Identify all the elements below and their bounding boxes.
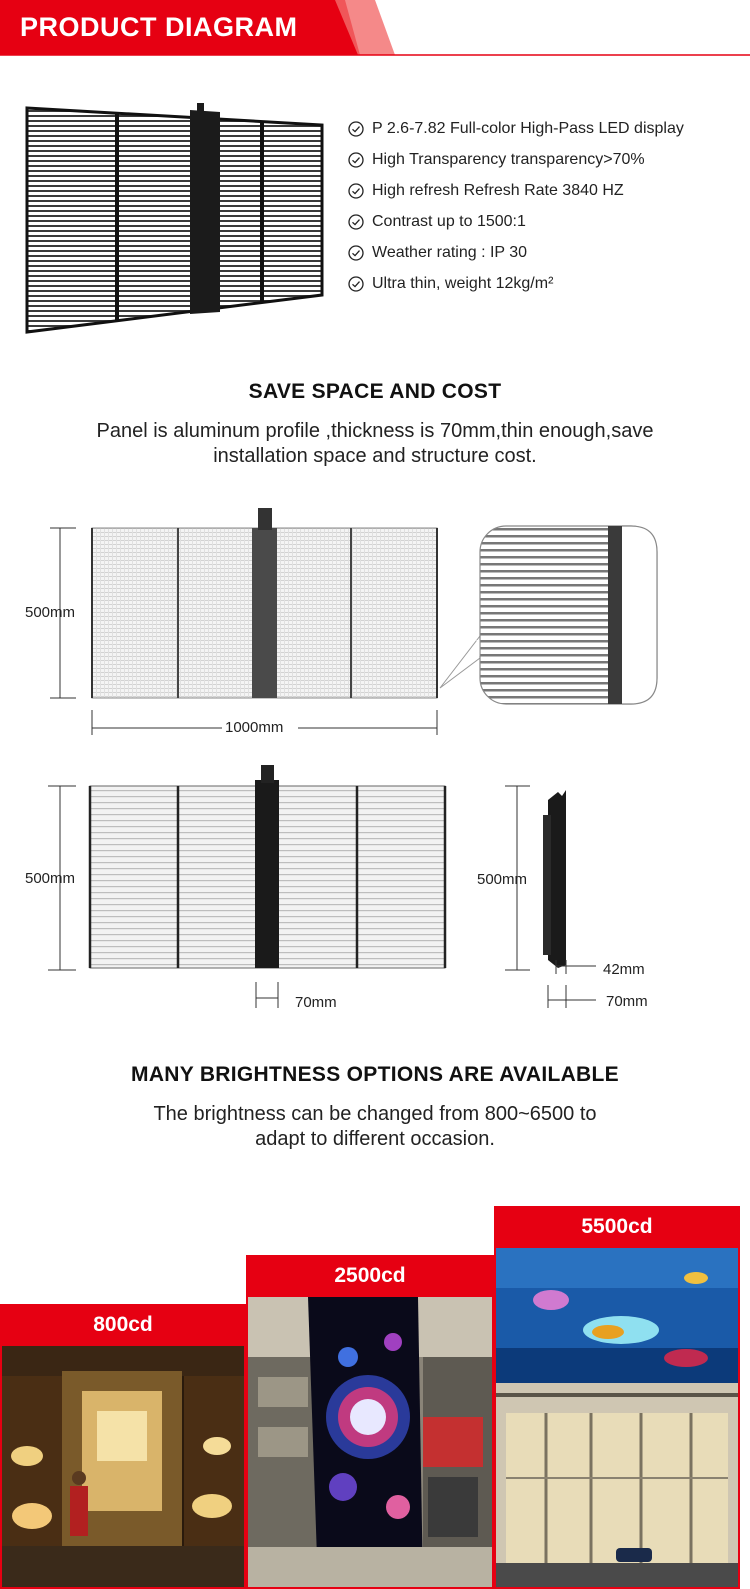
feature-item <box>348 117 684 141</box>
feature-item <box>348 272 553 296</box>
feature-item <box>348 210 526 234</box>
aquarium-facade-photo <box>496 1248 738 1587</box>
check-circle-icon <box>348 214 364 230</box>
save-space-description <box>40 419 710 469</box>
brightness-title: MANY BRIGHTNESS OPTIONS ARE AVAILABLE <box>131 1063 619 1086</box>
feature-label: Ultra thin, weight 12kg/m² <box>372 275 554 292</box>
dimension-height-label: 500mm <box>25 870 76 887</box>
brightness-description <box>40 1102 710 1152</box>
led-screen-product-image <box>22 100 327 340</box>
dimension-outer-depth-label: 70mm <box>606 993 648 1010</box>
feature-item <box>348 241 527 265</box>
brightness-option-card <box>0 1304 246 1589</box>
mall-atrium-photo <box>248 1297 492 1587</box>
dimension-width-label: 1000mm <box>225 719 284 736</box>
dimension-height-label: 500mm <box>25 604 76 621</box>
save-space-line-1: Panel is aluminum profile ,thickness is 70mm,thin enough,save <box>96 420 654 442</box>
brightness-option-card <box>246 1255 494 1589</box>
dimension-inner-depth-label: 42mm <box>603 961 645 978</box>
brightness-option-label: 5500cd <box>581 1215 653 1238</box>
check-circle-icon <box>348 245 364 261</box>
brightness-option-label: 2500cd <box>334 1264 406 1287</box>
save-space-line-2: installation space and structure cost. <box>213 445 537 467</box>
check-circle-icon <box>348 276 364 292</box>
brightness-line-1: The brightness can be changed from 800~6500 to <box>153 1103 597 1125</box>
brightness-line-2: adapt to different occasion. <box>255 1128 495 1150</box>
check-circle-icon <box>348 183 364 199</box>
feature-label: High refresh Refresh Rate 3840 HZ <box>372 182 624 199</box>
feature-label: Weather rating : IP 30 <box>372 244 528 261</box>
feature-label: Contrast up to 1500:1 <box>372 213 526 230</box>
check-circle-icon <box>348 121 364 137</box>
storefront-photo <box>2 1346 244 1587</box>
feature-label: High Transparency transparency>70% <box>372 151 645 168</box>
page-title: PRODUCT DIAGRAM <box>20 12 298 42</box>
save-space-title: SAVE SPACE AND COST <box>248 380 502 403</box>
feature-item <box>348 179 624 203</box>
brightness-option-label: 800cd <box>93 1313 153 1336</box>
dimension-side-height-label: 500mm <box>477 871 528 888</box>
dimension-depth-label: 70mm <box>295 994 337 1011</box>
front-view-diagram <box>0 500 750 750</box>
check-circle-icon <box>348 152 364 168</box>
brightness-option-card <box>494 1206 740 1589</box>
feature-item <box>348 148 645 172</box>
feature-label: P 2.6-7.82 Full-color High-Pass LED display <box>372 120 684 137</box>
